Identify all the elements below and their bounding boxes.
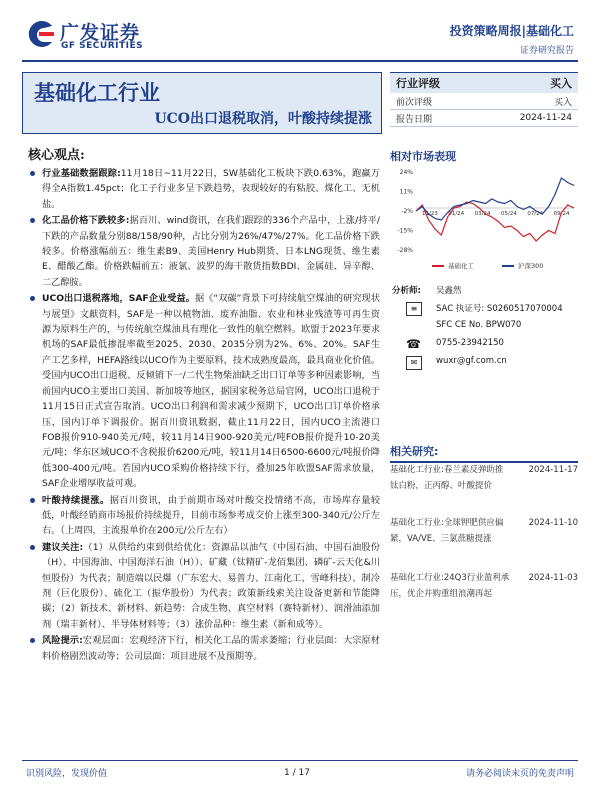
paragraph-text: 据百川、wind资讯，在我们跟踪的336个产品中，上涨/持平/下跌的产品数量分别88/158/90种，占比分别为26%/47%/27%。化工品价格下跌较多。价格涨幅前五：维生素B9、美国Henry Hub期货、日本LNG现货、维生素E、醋酸乙酯。价格跌幅前五：液氯、波罗的海干散货指数BDI、金属硅、异辛醇、二乙醇胺。 xyxy=(42,215,380,288)
phone-icon: ☎ xyxy=(406,337,421,351)
footer-disclaimer: 请务必阅读末页的免责声明 xyxy=(465,769,574,779)
bullet-icon xyxy=(30,545,35,550)
paragraph-lead: 叶酸持续提涨。 xyxy=(42,494,110,506)
analyst-sfc: SFC CE No. BPW070 xyxy=(436,320,522,330)
analyst-sac: SAC 执证号: S0260517070004 xyxy=(436,304,563,314)
y-tick-label: -28% xyxy=(397,247,413,254)
analyst-email-row xyxy=(392,356,582,374)
previous-rating-label: 前次评级 xyxy=(396,97,433,108)
analyst-phone-row xyxy=(392,338,582,356)
core-views-title: 核心观点: xyxy=(28,148,85,163)
email-icon: ✉ xyxy=(406,356,422,370)
logo-english: GF SECURITIES xyxy=(61,41,144,51)
report-date-row xyxy=(390,110,578,127)
rating-box xyxy=(390,72,578,127)
bullet-icon xyxy=(30,171,35,176)
page-number: 1 / 17 xyxy=(284,768,310,778)
x-tick-label: 11/23 xyxy=(422,211,438,217)
report-type: 投资策略周报|基础化工 xyxy=(449,24,574,38)
paragraph-lead: UCO出口退税落地，SAF企业受益。 xyxy=(42,293,195,305)
previous-rating-row xyxy=(390,93,578,110)
doc-label: 证券研究报告 xyxy=(519,46,574,56)
logo-chinese: 广发证券 xyxy=(60,22,141,44)
bullet-icon xyxy=(30,218,35,223)
paragraph-lead: 风险提示: xyxy=(42,635,83,647)
legend-label: 基础化工 xyxy=(448,262,474,270)
core-paragraph xyxy=(28,633,380,664)
y-tick-label: 11% xyxy=(399,188,413,196)
core-paragraph xyxy=(28,166,380,212)
related-research-title: 相关研究: xyxy=(390,443,578,463)
performance-title: 相对市场表现 xyxy=(390,150,456,163)
y-tick-label: -15% xyxy=(397,227,413,235)
y-tick-label: 24% xyxy=(399,169,413,176)
x-tick-label: 05/24 xyxy=(501,211,517,217)
bullet-icon xyxy=(30,296,35,301)
analyst-phone: 0755-23942150 xyxy=(436,338,504,348)
related-item-date: 2024-11-03 xyxy=(528,573,578,583)
bullet-icon xyxy=(30,638,35,643)
core-paragraph xyxy=(28,291,380,491)
x-tick-label: 01/24 xyxy=(448,211,465,217)
related-item-text[interactable]: 基础化工行业:全球钾肥供应偏紧，VA/VE、三氯蔗糖提涨 xyxy=(390,518,504,544)
paragraph-text: 11月18日~11月22日，SW基础化工板块下跌0.63%，跑赢万得全A指数1.45pct；化工子行业多呈下跌趋势，表现较好的有粘胶、煤化工、无机盐。 xyxy=(42,168,380,210)
gf-logo-icon xyxy=(22,20,56,48)
footer-slogan: 识别风险，发现价值 xyxy=(26,769,108,779)
sector-title: 基础化工行业 xyxy=(34,80,160,105)
rating-header xyxy=(390,72,578,93)
paragraph-text: 宏观层面：宏观经济下行，相关化工品的需求萎缩；行业层面：大宗原材料价格剧烈波动等；公司层面：项目进展不及预期等。 xyxy=(42,635,380,662)
series-line xyxy=(416,178,574,220)
core-paragraph xyxy=(28,213,380,290)
report-date-value: 2024-11-24 xyxy=(519,113,572,123)
paragraph-lead: 化工品价格下跌较多: xyxy=(42,215,130,227)
previous-rating-value: 买入 xyxy=(553,97,572,108)
report-date-label: 报告日期 xyxy=(396,114,433,125)
x-tick-label: 03/24 xyxy=(474,211,491,217)
performance-chart xyxy=(392,166,578,276)
x-tick-label: 07/24 xyxy=(527,211,544,217)
document-icon: ≡ xyxy=(406,302,422,316)
x-tick-label: 09/24 xyxy=(553,211,570,217)
related-item-date: 2024-11-10 xyxy=(528,518,578,528)
core-views-body xyxy=(28,166,380,665)
legend-label: 沪深300 xyxy=(518,262,544,270)
analyst-name: 吴鑫然 xyxy=(436,286,462,296)
footer-divider xyxy=(22,760,578,761)
report-title: UCO出口退税取消，叶酸持续提涨 xyxy=(154,111,372,127)
paragraph-text: （1）从供给约束到供给优化：资源品以油气（中国石油、中国石油股份（H）、中国海油、中国海洋石油（H））、矿藏（钛精矿-龙佰集团、磷矿-云天化&川恒股份）为代表；制造端以民爆（广东宏大、易普力、江南化工、雪峰科技）、制冷剂（巨化股份）、硫化工（振华股份）为代表；政策新线索关注设备更新和节能降碳；（2）新技术、新材料、新趋势：合成生物、真空材料（赛特新材）、润滑油添加剂（瑞丰新材）、半导体材料等；（3）涨价品种：维生素（新和成等）。 xyxy=(42,541,380,630)
paragraph-lead: 行业基础数据跟踪: xyxy=(42,168,121,179)
analyst-label: 分析师: xyxy=(392,286,421,296)
analyst-sac-row xyxy=(392,302,582,320)
core-paragraph xyxy=(28,540,380,632)
bullet-icon xyxy=(30,498,35,503)
analyst-sfc-row xyxy=(392,320,582,338)
analyst-name-row xyxy=(392,284,582,302)
paragraph-text: 据百川资讯，由于前期市场对叶酸交投情绪不高，市场库存量较低，叶酸经销商市场报价持续提升，目前市场参考成交价上涨至300-340元/公斤左右。（上周四，主流报单价在200元/公斤左右） xyxy=(42,494,381,537)
rating-header-value: 买入 xyxy=(550,77,572,90)
related-item[interactable] xyxy=(390,570,578,602)
rating-header-label: 行业评级 xyxy=(396,77,440,90)
paragraph-lead: 建议关注: xyxy=(42,541,84,553)
related-item-date: 2024-11-17 xyxy=(528,465,578,475)
related-item-text[interactable]: 基础化工行业:春兰素反弹助推钛白粉，正丙醇、叶酸提价 xyxy=(390,465,504,491)
paragraph-text: 据《“双碳”背景下可持续航空煤油的研究现状与展望》文献资料，SAF是一种以植物油、废弃油脂、农业和林业残渣等可再生资源为原料生产的，与传统航空煤油具有理化一致性的航空燃料。欧盟于2023年要求机场的SAF最低掺混率截至2025、2030、2035分别为2%、6%、20%。SAF生产工艺多样，HEFA路线以UCO作为主要原料，技术成熟度最高，最具商业化价值。受国内UCO出口退税、反倾销下一/二代生物柴油缺乏出口订单等多种因素影响，当前国内UCO主要出口美国、新加坡等地区，据国家税务总局官网，UCO出口退税于11月15日正式宣告取消。UCO出口利润和需求减少预期下，UCO出口订单价格承压，国内订单下调报价。据百川资讯数据，截止11月22日，国内UCO主流港口FOB报价910-940美元/吨，较11月14日900-920美元/吨FOB报价提升10-20美元/吨；华东区域UCO不含税报价6200元/吨，较11月14日6500-6600元/吨报价降低300-400元/吨。若国内UCO采购价格持续下行，叠加25年欧盟SAF需求放量，SAF企业增厚收益可观。 xyxy=(42,293,380,490)
analyst-email[interactable]: wuxr@gf.com.cn xyxy=(436,356,507,366)
analyst-block xyxy=(392,284,582,374)
header-divider xyxy=(22,60,578,62)
related-item[interactable] xyxy=(390,515,578,547)
related-item[interactable] xyxy=(390,462,578,494)
related-item-text[interactable]: 基础化工行业:24Q3行业盈利承压，优企并购重组浪潮再起 xyxy=(390,573,510,599)
y-tick-label: -2% xyxy=(401,208,413,215)
core-paragraph xyxy=(28,493,380,539)
